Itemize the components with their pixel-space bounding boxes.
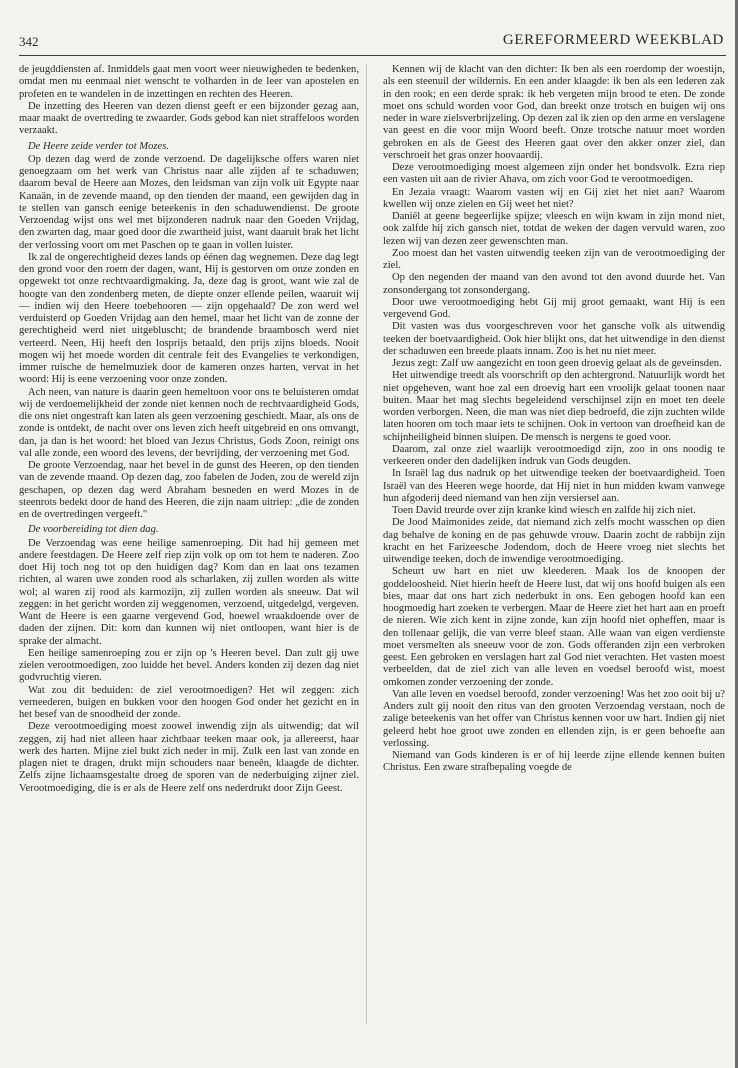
page-header [19, 30, 724, 52]
right-column [383, 64, 725, 1034]
paragraph: Deze verootmoediging moest algemeen zijn onder het bondsvolk. Ezra riep een vasten uit aan de rivier Ahava, om zich voor God te verootmoedigen. [383, 162, 725, 186]
paragraph: Ik zal de ongerechtigheid dezes lands op éénen dag wegnemen. Deze dag legt den grond voor den roem der dagen, want, Hij is gestorven om onze zonden en opgewekt tot onze rechtvaardigmaking. Ja, deze dag is groot, want wie zal de hoogte van den zondenberg meten, de diepte onzer ellende peilen, waaruit wij — indien wij den Heere toebehooren — zijn opgehaald? De zon werd wel verduisterd op Goeden Vrijdag aan den hemel, maar het licht van de zonne der gerechtigheid werd niet uitgebluscht; de brandende braambosch werd niet verteerd. Neen, Hij heeft den losprijs betaald, den prijs zijns bloeds. Nooit mogen wij het moede worden dit centrale feit des Evangelies te verkondigen, immer ruische de hemelmuziek door de kameren onzes harten, vervat in het woord: Hij is eene verzoening voor onze zonden. [19, 251, 359, 386]
paragraph: De Jood Maimonides zeide, dat niemand zich zelfs mocht wasschen op dien dag behalve de koning en de pas gehuwde vrouw. Daarin zocht de rabbijn zijn kracht en het Farizeesche Jodendom, doch de Heere vroeg niet slechts het uitwendige teeken, doch de inwendige verootmoediging. [383, 517, 725, 565]
page-number: 342 [19, 34, 39, 49]
paragraph: Zoo moest dan het vasten uitwendig teeken zijn van de verootmoediging der ziel. [383, 247, 725, 271]
paragraph: Wat zou dit beduiden: de ziel verootmoedigen? Het wil zeggen: zich verneederen, buigen en bukken voor den hoogen God onder het gezicht en in het besef van de snoodheid der zonde. [19, 684, 359, 720]
paragraph: Kennen wij de klacht van den dichter: Ik ben als een roerdomp der woestijn, als een steenuil der wildernis. En een ander klaagde: ik ben als een lederen zak in den rook; en een derde sprak: ik heb vergeten mijn brood te eten. De zonde moet ons schuld worden voor God, dan breekt onze trotsch en buigen wij ons neder in ware zielsverbrijzeling. Op dezen zal ik zien op den arme en verslagene van geest en die voor mijn Woord beeft. Onze trotsche natuur moet worden gebroken en als de Geest des Heeren gaat over den akker onzer ziel, dan verschroeit het gras onzer hoovaardij. [383, 64, 725, 161]
left-column [19, 64, 359, 1034]
paragraph: Niemand van Gods kinderen is er of hij leerde zijne ellende kennen buiten Christus. Een zware strafbepaling voegde de [383, 750, 725, 774]
paragraph: En Jezaia vraagt: Waarom vasten wij en Gij ziet het niet aan? Waarom kwellen wij onze zielen en Gij weet het niet? [383, 186, 725, 210]
header-rule [19, 55, 726, 56]
paragraph: Jezus zegt: Zalf uw aangezicht en toon geen droevig gelaat als de geveinsden. [392, 358, 722, 369]
paragraph: De groote Verzoendag, naar het bevel in de gunst des Heeren, op den tienden van de zevende maand. Op dezen dag, zoo fabelen de Joden, zou de wereld zijn geschapen, op dezen dag werd Abraham besneden en werd Mozes in de steenrots bedekt door de hand des Heeren, die zijn naam uitriep: „die de zonden en de overtredingen vergeeft." [19, 460, 359, 520]
paragraph: Deze verootmoediging moest zoowel inwendig zijn als uitwendig; dat wil zeggen, zij had niet alleen haar zichtbaar teeken maar ook, ja allereerst, haar werk des harten. Mijne ziel bukt zich neder in mij. Zulk een last van zonde en plagen niet te dragen, drukt mijn schouders naar beneên, klaagde de dichter. Zelfs zijne lichaamsgestalte droeg de sporen van de nederbuiging zijner ziel. Verootmoediging, die is er als de Heere zelf ons nederdrukt door Zijn Geest. [19, 721, 359, 794]
paragraph: de jeugddiensten af. Inmiddels gaat men voort weer nieuwigheden te bedenken, omdat men nu eenmaal niet wenscht te volharden in de leer van apostelen en profeten en te wandelen in de inzettingen en rechten des Heeren. [19, 64, 359, 100]
paragraph: Toen David treurde over zijn kranke kind wiesch en zalfde hij zich niet. [392, 505, 696, 516]
column-divider [366, 64, 367, 1024]
paragraph: Daniël at geene begeerlijke spijze; vleesch en wijn kwam in zijn mond niet, ook zalfde hij zich gansch niet, totdat de weken der dagen vervuld waren, zoo lezen wij van dezen zeer gewenschten man. [383, 211, 725, 247]
paragraph: Op dezen dag werd de zonde verzoend. De dagelijksche offers waren niet genoegzaam om het werk van Christus naar alle zijden af te schaduwen; daarom beval de Heere aan Mozes, den leidsman van zijn volk uit Egypte naar Kanaän, in de zevende maand, op den tienden der maand, een gewijden dag in te stellen van gansch eenige beteekenis in den schaduwendienst. De groote Verzoendag wijst ons wel met bijzonderen nadruk naar den Goeden Vrijdag, den zwarten dag, maar goed door die zwartheid juist, want daaruit brak het licht der verlossing voort om met Paschen op te gaan in vollen luister. [19, 153, 359, 251]
section-heading: De Heere zeide verder tot Mozes. [28, 140, 170, 152]
paragraph: Ach neen, van nature is daarin geen hemeltoon voor ons te beluisteren omdat wij de verdoemelijkheid der zonde niet kennen noch de rechtvaardigheid Gods, die ons niet ongestraft kan laten als geen verzoening geschiedt. Maar, als ons de zonde is ontdekt, de nacht over ons leven zich heeft uitgebreid en ons omvangt, dan, ja dan is het woord: het bloed van Jezus Christus, Gods Zoon, reinigt ons val alle zonde, een woord des levens, der bevrijding, der verzoening met God. [19, 386, 359, 459]
paragraph: In Israël lag dus nadruk op het uitwendige teeken der boetvaardigheid. Toen Israël van des Heeren wege hoorde, dat Hij niet in hun midden kwam vanwege hun afgoderij deed niemand van hen zijn versiersel aan. [383, 468, 725, 504]
section-heading: De voorbereiding tot dien dag. [28, 524, 159, 536]
paragraph: De Verzoendag was eene heilige samenroeping. Dit had hij gemeen met andere feestdagen. De Heere zelf riep zijn volk op om tot hem te naderen. Zoo doet Hij toch nog tot op den huidigen dag? Kom dan en laat ons tezamen richten, al waren uwe zonden rood als scharlaken, zij zullen worden als witte wol; al waren zij rood als karmozijn, zij zullen worden als sneeuw. Dat wil zeggen: in het gericht worden zij weggenomen, verzoend, uitgedelgd, vergeven. Want de Heere is een gaarne vergevend God, hoewel wraakdoende over de daden der zijnen. Dit: kom dan kunnen wij niet ontloopen, want hier is de sprake der almacht. [19, 537, 359, 647]
paragraph: Op den negenden der maand van den avond tot den avond duurde het. Van zonsondergang tot zonsondergang. [383, 272, 725, 296]
paragraph: Daarom, zal onze ziel waarlijk verootmoedigd zijn, zoo in ons noodig te verkeeren onder den dadelijken indruk van Gods deugden. [383, 443, 725, 467]
paragraph: Door uwe verootmoediging hebt Gij mij groot gemaakt, want Hij is een vergevend God. [383, 296, 725, 320]
paragraph: Van alle leven en voedsel beroofd, zonder verzoening! Was het zoo ooit bij u? Anders zult gij nooit den ritus van den grooten Verzoendag verstaan, noch de zalige beteekenis van het offer van Christus kennen voor uw hart. Indien gij niet geleerd hebt hoe groot uwe zonden en ellenden zijn, is er geen behoefte aan verlossing. [383, 688, 725, 749]
publication-title: GEREFORMEERD WEEKBLAD [502, 32, 724, 48]
paragraph: De inzetting des Heeren van dezen dienst geeft er een bijzonder gezag aan, maar maakt de overtreding te zwaarder. Gods gebod kan niet straffeloos worden verzaakt. [19, 100, 359, 137]
paragraph: Het uitwendige treedt als voorschrift op den achtergrond. Natuurlijk wordt het niet opgeheven, want hoe zal een droevig hart een vroolijk gelaat toonen naar buiten. Maar het mag slechts begeleidend verschijnsel zijn en moet ten deele worden verborgen. Neen, die man was niet diep bedroefd, die zijn zuchten wilde laten hooren om toch maar iets te schijnen. Ook in vertoon van droefheid kan de schijnheiligheid binnen sluipen. De mensch is nergens te goed voor. [383, 370, 725, 443]
paragraph: Dit vasten was dus voorgeschreven voor het gansche volk als uitwendig teeken der boetvaardigheid. Ook hier blijkt ons, dat het uitwendige in den dienst der schaduwen een breede plaats innam. Zoo is het nu niet meer. [383, 321, 725, 357]
paragraph: Scheurt uw hart en niet uw kleederen. Maak los de knoopen der goddeloosheid. Niet hierin heeft de Heere lust, dat wij ons hoofd buigen als een bies, maar dat ons hart zich nederbukt in ons. Een gebogen hoofd kan een hoogmoedig hart zoeken te verbergen. Maar de Heere ziet het hart aan en proeft de nieren. Wie zich kent in zijne zonde, kan zijn hoofd niet opheffen, maar is den tollenaar gelijk, die van verre bleef staan. Alle waan van eigen verdienste moet versmelten als sneeuw voor de zon. Gods offeranden zijn een verbroken geest. Een gebroken en verslagen hart zal God niet verachten. Het vasten moest verbeelden, dat de ziel zich van alle leven en voedsel beroofd wist, moest omkomen zonder verzoening der zonde. [383, 566, 725, 688]
paragraph: Een heilige samenroeping zou er zijn op 's Heeren bevel. Dan zult gij uwe zielen verootmoedigen, zoo luidde het bevel. Anders konden zij dezen dag niet godvruchtig vieren. [19, 647, 359, 684]
